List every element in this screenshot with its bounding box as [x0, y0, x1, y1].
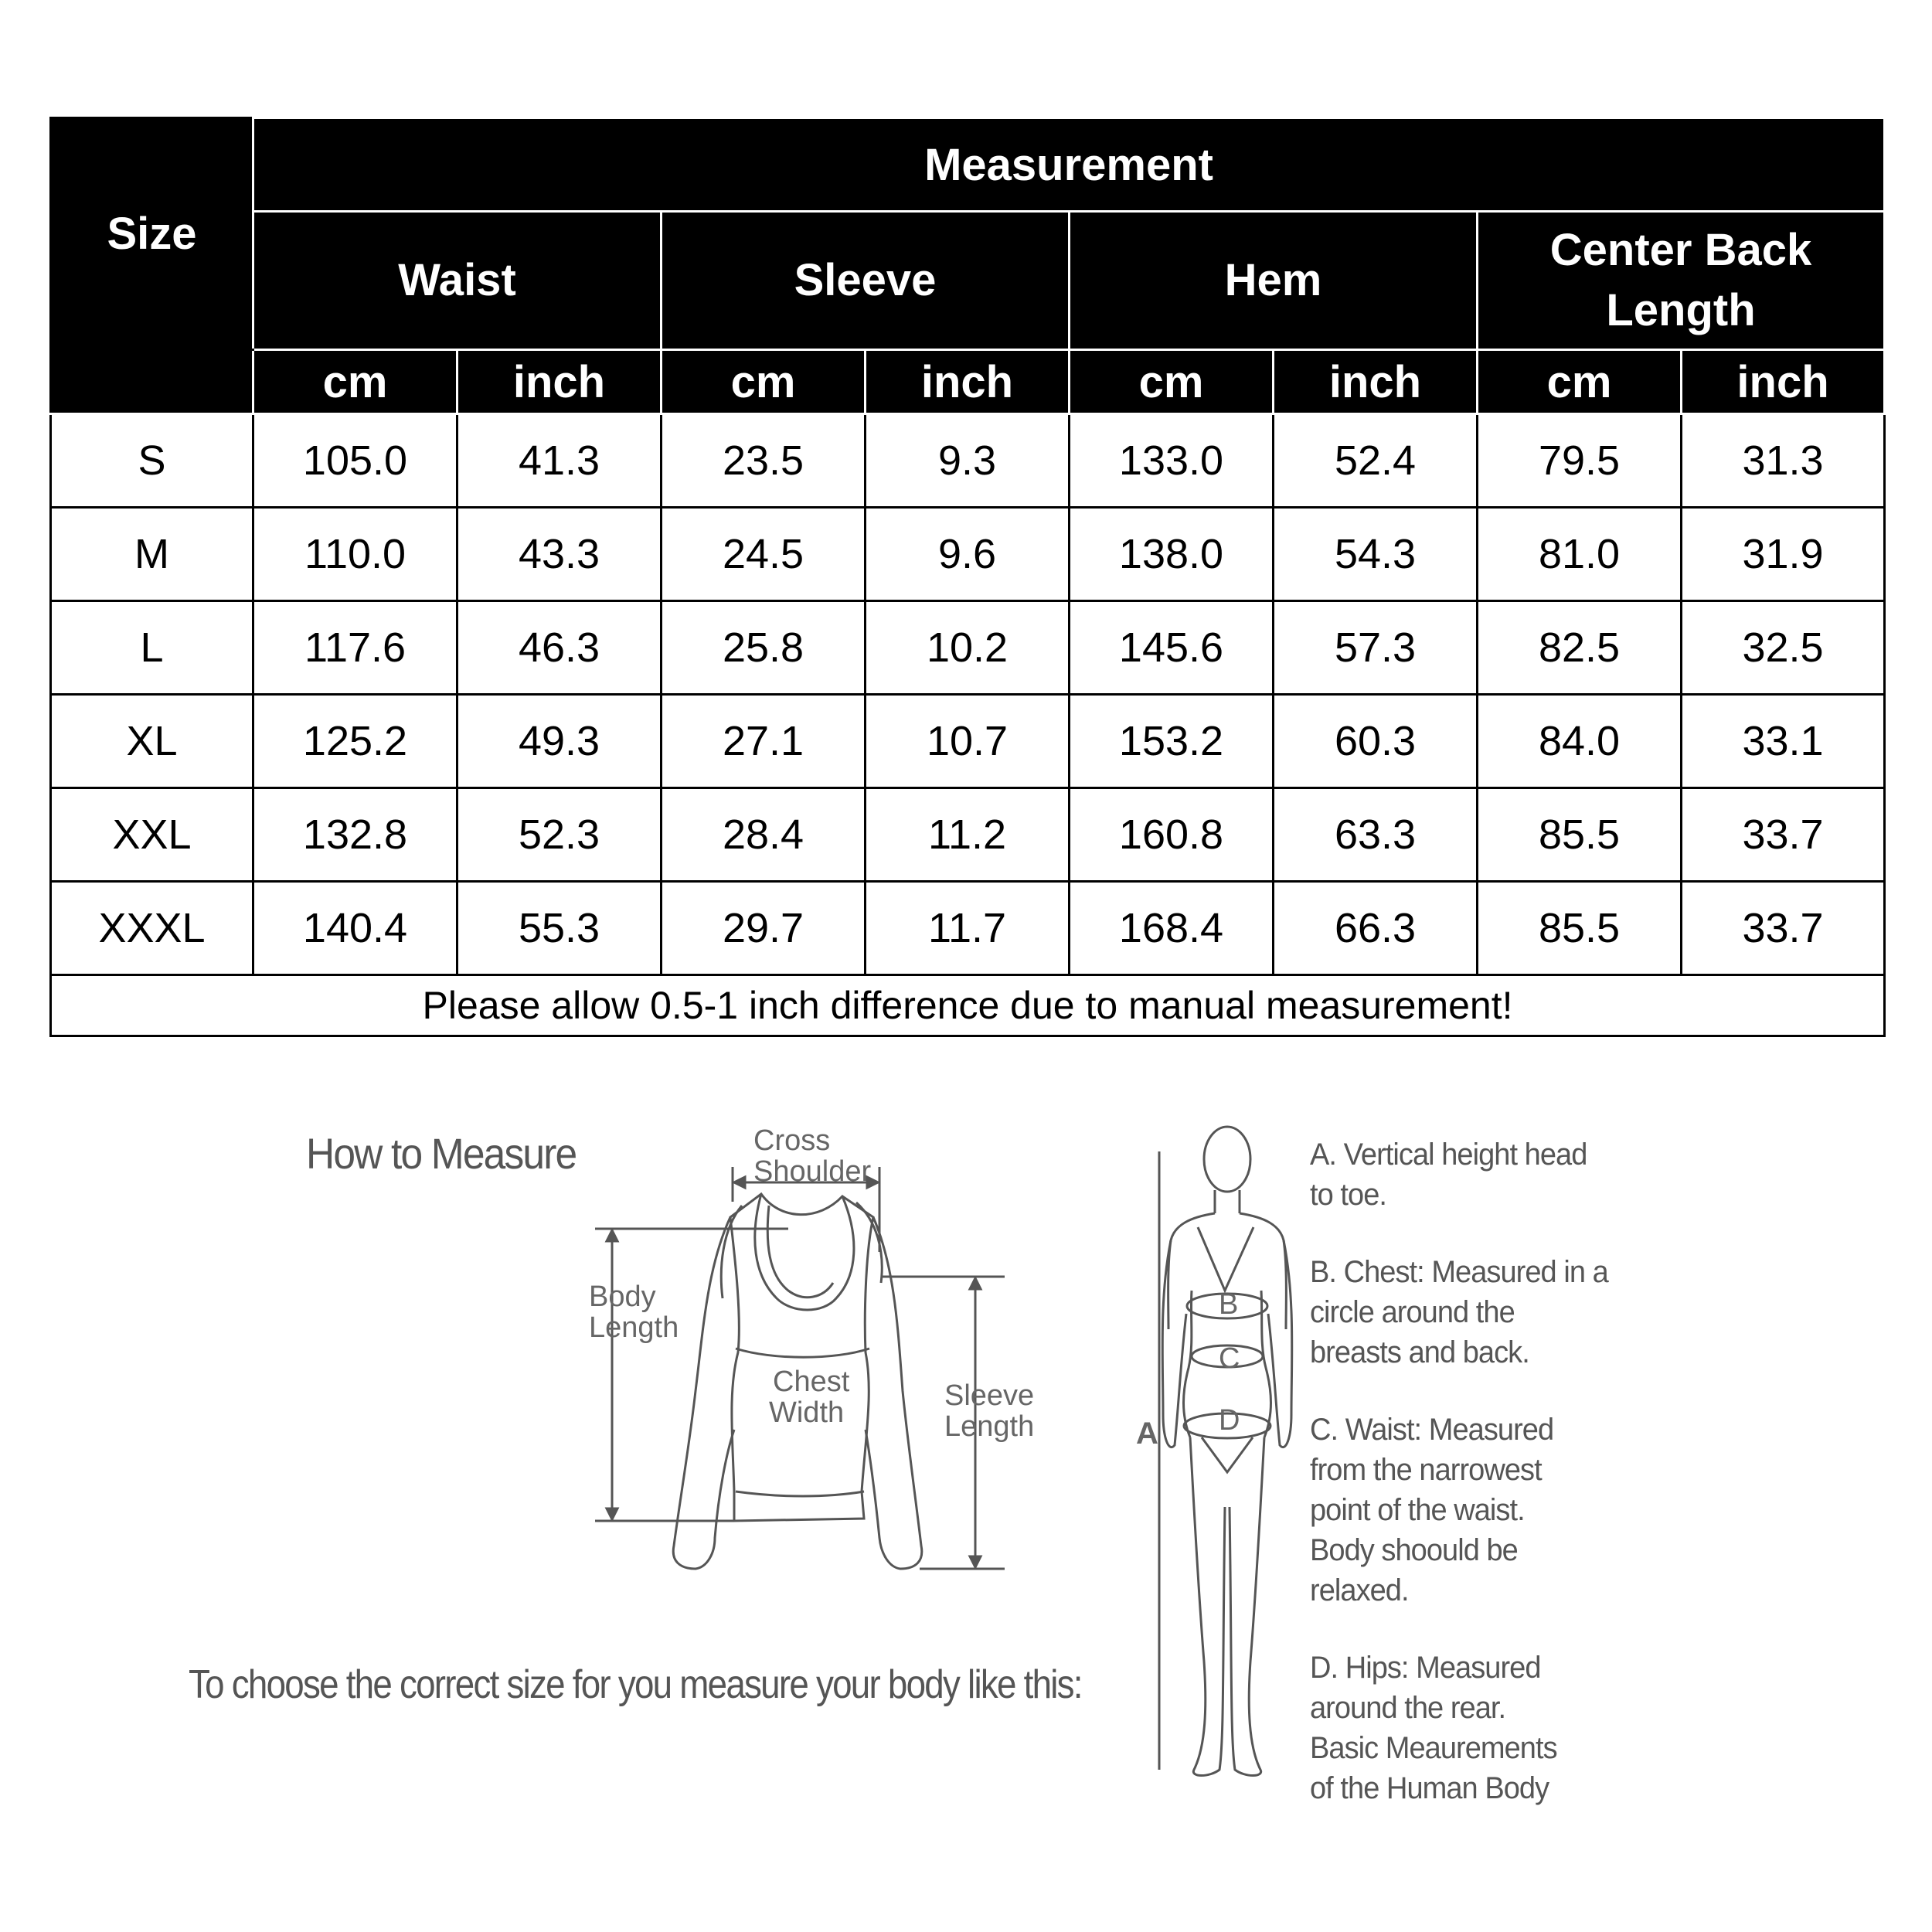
unit-header: cm: [1070, 350, 1274, 414]
value-cell: 125.2: [253, 695, 457, 788]
cross-shoulder-label: Shoulder: [753, 1155, 872, 1188]
value-cell: 10.2: [866, 601, 1070, 695]
sleeve-length-label: Sleeve: [944, 1379, 1035, 1412]
value-cell: 145.6: [1070, 601, 1274, 695]
chest-width-label: Width: [769, 1396, 845, 1429]
size-cell: XXL: [51, 788, 253, 882]
human-body-figure-icon: [1159, 1127, 1292, 1776]
value-cell: 11.7: [866, 882, 1070, 975]
value-cell: 140.4: [253, 882, 457, 975]
unit-header: cm: [253, 350, 457, 414]
group-header-hem: Hem: [1070, 212, 1478, 350]
value-cell: 33.7: [1682, 788, 1885, 882]
value-cell: 63.3: [1274, 788, 1478, 882]
body-marker-a: A: [1136, 1417, 1158, 1451]
value-cell: 9.6: [866, 508, 1070, 601]
legend-item-d: D. Hips: Measured around the rear. Basic Meaurements of the Human Body: [1310, 1651, 1557, 1805]
value-cell: 138.0: [1070, 508, 1274, 601]
value-cell: 52.3: [457, 788, 662, 882]
body-measurement-legend: [1310, 1134, 1665, 1845]
value-cell: 23.5: [662, 414, 866, 508]
value-cell: 66.3: [1274, 882, 1478, 975]
value-cell: 41.3: [457, 414, 662, 508]
size-cell: XXXL: [51, 882, 253, 975]
value-cell: 81.0: [1478, 508, 1682, 601]
value-cell: 33.1: [1682, 695, 1885, 788]
size-cell: M: [51, 508, 253, 601]
value-cell: 133.0: [1070, 414, 1274, 508]
value-cell: 79.5: [1478, 414, 1682, 508]
value-cell: 85.5: [1478, 788, 1682, 882]
body-marker-c: C: [1219, 1342, 1240, 1375]
choose-size-instruction: To choose the correct size for you measure your body like this:: [189, 1662, 1082, 1707]
value-cell: 82.5: [1478, 601, 1682, 695]
body-marker-d: D: [1219, 1404, 1240, 1437]
size-cell: L: [51, 601, 253, 695]
unit-header: inch: [866, 350, 1070, 414]
sleeve-length-label: Length: [944, 1410, 1035, 1443]
value-cell: 28.4: [662, 788, 866, 882]
value-cell: 27.1: [662, 695, 866, 788]
value-cell: 31.9: [1682, 508, 1885, 601]
unit-header: inch: [457, 350, 662, 414]
unit-header: cm: [662, 350, 866, 414]
value-cell: 153.2: [1070, 695, 1274, 788]
unit-header: cm: [1478, 350, 1682, 414]
group-header-sleeve: Sleeve: [662, 212, 1070, 350]
value-cell: 46.3: [457, 601, 662, 695]
how-to-measure-title: How to Measure: [306, 1129, 577, 1178]
size-cell: S: [51, 414, 253, 508]
value-cell: 49.3: [457, 695, 662, 788]
value-cell: 117.6: [253, 601, 457, 695]
group-header-label: Center Back Length: [1549, 225, 1812, 335]
value-cell: 57.3: [1274, 601, 1478, 695]
value-cell: 132.8: [253, 788, 457, 882]
value-cell: 60.3: [1274, 695, 1478, 788]
value-cell: 105.0: [253, 414, 457, 508]
value-cell: 55.3: [457, 882, 662, 975]
legend-item-c: C. Waist: Measured from the narrowest point of the waist. Body shoould be relaxed.: [1310, 1413, 1554, 1607]
value-cell: 9.3: [866, 414, 1070, 508]
measurement-header: Measurement: [253, 118, 1885, 212]
measurement-note: Please allow 0.5-1 inch difference due to manual measurement!: [51, 975, 1885, 1036]
value-cell: 54.3: [1274, 508, 1478, 601]
value-cell: 24.5: [662, 508, 866, 601]
value-cell: 29.7: [662, 882, 866, 975]
unit-header: inch: [1274, 350, 1478, 414]
value-cell: 32.5: [1682, 601, 1885, 695]
size-cell: XL: [51, 695, 253, 788]
chest-width-label: Chest: [773, 1366, 850, 1398]
size-header: Size: [51, 118, 253, 350]
unit-header: inch: [1682, 350, 1885, 414]
body-length-label: Length: [589, 1311, 679, 1344]
value-cell: 84.0: [1478, 695, 1682, 788]
value-cell: 31.3: [1682, 414, 1885, 508]
legend-item-b: B. Chest: Measured in a circle around the breasts and back.: [1310, 1255, 1608, 1369]
group-header-waist: Waist: [253, 212, 662, 350]
value-cell: 25.8: [662, 601, 866, 695]
value-cell: 85.5: [1478, 882, 1682, 975]
body-length-label: Body: [589, 1281, 656, 1313]
cross-shoulder-label: Cross: [753, 1124, 831, 1157]
value-cell: 110.0: [253, 508, 457, 601]
value-cell: 160.8: [1070, 788, 1274, 882]
body-marker-b: B: [1219, 1288, 1239, 1321]
value-cell: 43.3: [457, 508, 662, 601]
value-cell: 11.2: [866, 788, 1070, 882]
value-cell: 10.7: [866, 695, 1070, 788]
value-cell: 33.7: [1682, 882, 1885, 975]
legend-item-a: A. Vertical height head to toe.: [1310, 1138, 1587, 1212]
value-cell: 52.4: [1274, 414, 1478, 508]
value-cell: 168.4: [1070, 882, 1274, 975]
